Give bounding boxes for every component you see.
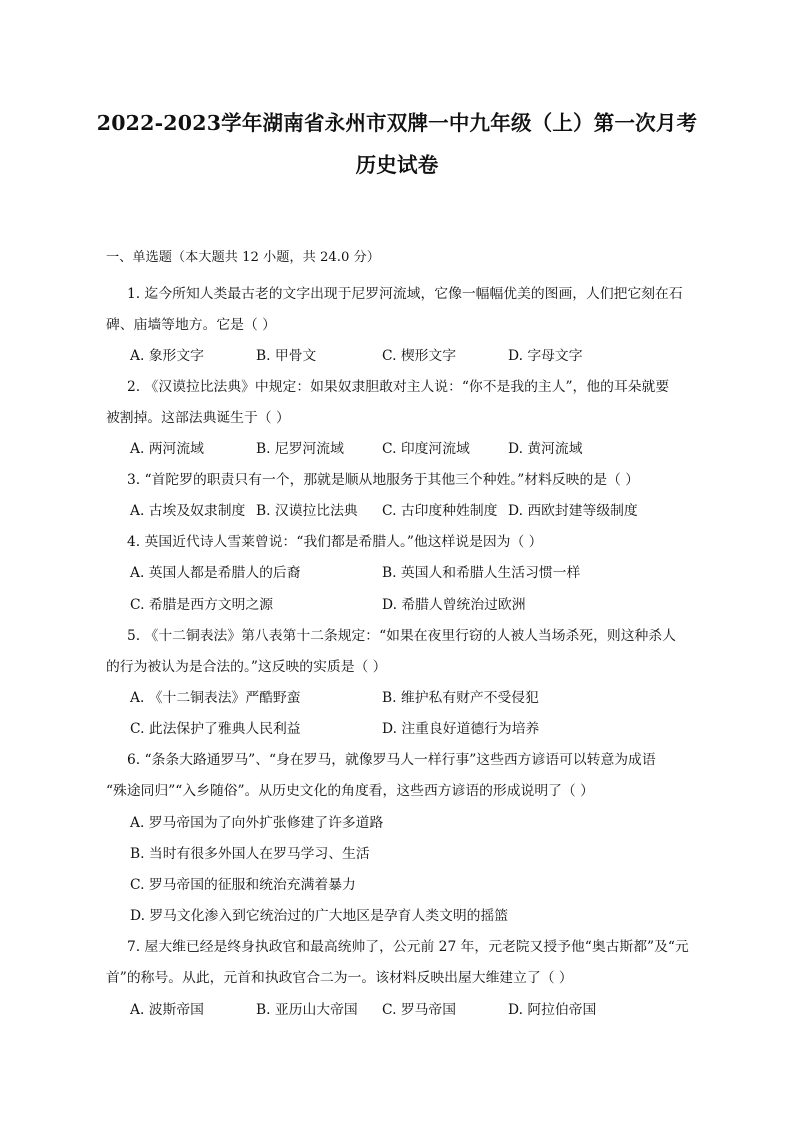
exam-subtitle: 历史试卷 [355, 153, 439, 177]
question-6-line-2: “殊途同归”“入乡随俗”。从历史文化的角度看，这些西方谚语的形成说明了（ ） [106, 783, 594, 799]
question-7-option-c: C. 罗马帝国 [382, 1002, 457, 1018]
exam-title: 2022-2023学年湖南省永州市双牌一中九年级（上）第一次月考 [96, 111, 698, 135]
question-2-option-b: B. 尼罗河流域 [256, 441, 344, 457]
question-7-option-a: A. 波斯帝国 [130, 1002, 204, 1018]
question-7-line-2: 首”的称号。从此，元首和执政官合二为一。该材料反映出屋大维建立了（ ） [106, 970, 573, 986]
question-4-option-d: D. 希腊人曾统治过欧洲 [382, 597, 526, 613]
question-2-option-d: D. 黄河流域 [508, 441, 583, 457]
question-1-option-b: B. 甲骨文 [256, 348, 317, 364]
question-3-option-d: D. 西欧封建等级制度 [508, 503, 638, 519]
question-4-option-b: B. 英国人和希腊人生活习惯一样 [382, 565, 581, 581]
question-5-option-b: B. 维护私有财产不受侵犯 [382, 690, 539, 706]
question-6-option-d: D. 罗马文化渗入到它统治过的广大地区是孕育人类文明的摇篮 [130, 908, 509, 924]
question-5-option-c: C. 此法保护了雅典人民利益 [130, 721, 301, 737]
question-5-line-2: 的行为被认为是合法的。”这反映的实质是（ ） [106, 659, 387, 675]
question-2-line-2: 被割掉。这部法典诞生于（ ） [106, 410, 290, 426]
question-2-option-c: C. 印度河流域 [382, 441, 470, 457]
question-6-option-b: B. 当时有很多外国人在罗马学习、生活 [130, 846, 370, 862]
question-1-line-2: 碑、庙墙等地方。它是（ ） [106, 317, 276, 333]
question-1-option-a: A. 象形文字 [130, 348, 204, 364]
question-6-line-1: 6. “条条大路通罗马”、“身在罗马，就像罗马人一样行事”这些西方谚语可以转意为成语 [127, 752, 656, 768]
question-3-option-c: C. 古印度种姓制度 [382, 503, 498, 519]
question-6-option-c: C. 罗马帝国的征服和统治充满着暴力 [130, 877, 356, 893]
question-1-option-d: D. 字母文字 [508, 348, 583, 364]
question-5-line-1: 5. 《十二铜表法》第八表第十二条规定：“如果在夜里行窃的人被人当场杀死，则这种杀人 [127, 628, 676, 644]
question-2-line-1: 2. 《汉谟拉比法典》中规定：如果奴隶胆敢对主人说：“你不是我的主人”，他的耳朵就要 [127, 379, 670, 395]
question-2-option-a: A. 两河流域 [130, 441, 204, 457]
question-5-option-a: A. 《十二铜表法》严酷野蛮 [130, 690, 301, 706]
question-7-option-b: B. 亚历山大帝国 [256, 1002, 358, 1018]
question-7-line-1: 7. 屋大维已经是终身执政官和最高统帅了，公元前 27 年，元老院又授予他“奥古斯都”及“元 [127, 939, 689, 955]
question-5-option-d: D. 注重良好道德行为培养 [382, 721, 540, 737]
question-3-option-a: A. 古埃及奴隶制度 [130, 503, 246, 519]
question-4-option-c: C. 希腊是西方文明之源 [130, 597, 274, 613]
question-4-line-1: 4. 英国近代诗人雪莱曾说：“我们都是希腊人。”他这样说是因为（ ） [127, 534, 543, 550]
question-7-option-d: D. 阿拉伯帝国 [508, 1002, 597, 1018]
question-3-line-1: 3. “首陀罗的职责只有一个，那就是顺从地服务于其他三个种姓。”材料反映的是（ ） [127, 472, 640, 488]
question-1-option-c: C. 楔形文字 [382, 348, 457, 364]
question-1-line-1: 1. 迄今所知人类最古老的文字出现于尼罗河流域，它像一幅幅优美的图画，人们把它刻在石 [127, 286, 683, 302]
question-3-option-b: B. 汉谟拉比法典 [256, 503, 358, 519]
question-6-option-a: A. 罗马帝国为了向外扩张修建了许多道路 [130, 815, 384, 831]
question-4-option-a: A. 英国人都是希腊人的后裔 [130, 565, 301, 581]
section-heading: 一、单选题（本大题共 12 小题，共 24.0 分） [106, 250, 380, 265]
